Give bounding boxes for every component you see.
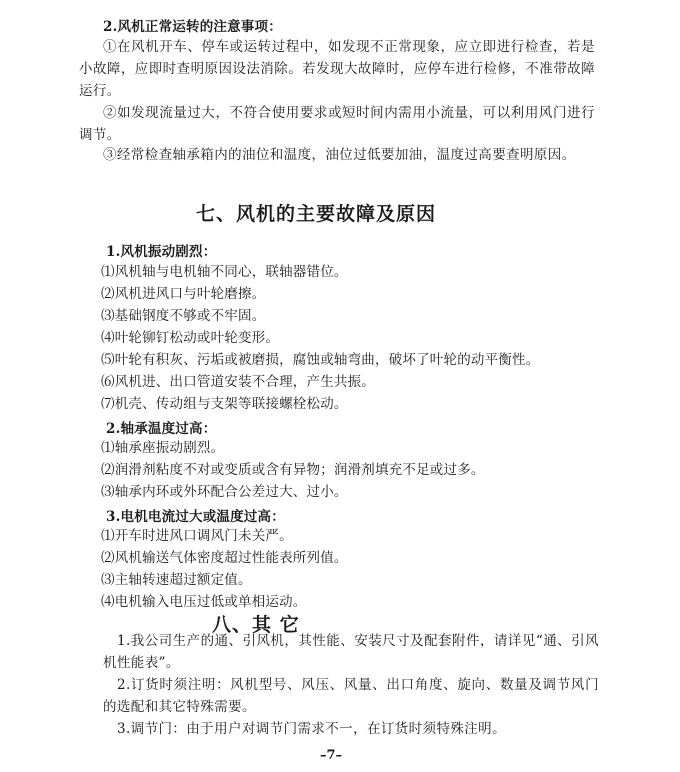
fault-item: ⑷叶轮铆钉松动或叶轮变形。 bbox=[101, 330, 280, 346]
fault-item: ⑹风机进、出口管道安装不合理，产生共振。 bbox=[101, 374, 375, 390]
notes-title: 2.风机正常运转的注意事项： bbox=[103, 19, 282, 35]
fault-item: ⑴轴承座振动剧烈。 bbox=[101, 440, 225, 456]
section-8-heading: 八、其 它 bbox=[212, 614, 300, 636]
fault-group-1-title: 1.风机振动剧烈： bbox=[106, 244, 217, 260]
fault-item: ⑴开车时进风口调风门未关严。 bbox=[101, 528, 293, 544]
other-paragraph-3: 3.调节门：由于用户对调节门需求不一，在订货时须特殊注明。 bbox=[117, 721, 506, 737]
fault-item: ⑶轴承内环或外环配合公差过大、过小。 bbox=[101, 484, 348, 500]
section-7-heading: 七、风机的主要故障及原因 bbox=[196, 203, 437, 225]
fault-item: ⑶基础钢度不够或不牢固。 bbox=[101, 308, 266, 324]
fault-group-3-title: 3.电机电流过大或温度过高： bbox=[106, 509, 285, 525]
notes-paragraph-1: ①在风机开车、停车或运转过程中，如发现不正常现象，应立即进行检查，若是小故障，应即时查明原因设法消除。若发现大故障时，应停车进行检修，不准带故障运行。 bbox=[79, 39, 595, 99]
fault-item: ⑷电机输入电压过低或单相运动。 bbox=[101, 594, 307, 610]
fault-item: ⑶主轴转速超过额定值。 bbox=[101, 572, 252, 588]
other-paragraph-1: 1.我公司生产的通、引风机，其性能、安装尺寸及配套附件，请详见“通、引风机性能表”。 bbox=[103, 633, 599, 671]
fault-item: ⑵风机进风口与叶轮磨擦。 bbox=[101, 286, 266, 302]
other-paragraph-2: 2.订货时须注明：风机型号、风压、风量、出口角度、旋向、数量及调节风门的选配和其它特殊需要。 bbox=[103, 677, 599, 715]
fault-item: ⑸叶轮有积灰、污垢或被磨损，腐蚀或轴弯曲，破坏了叶轮的动平衡性。 bbox=[101, 352, 540, 368]
fault-group-2-title: 2.轴承温度过高： bbox=[106, 421, 217, 437]
fault-item: ⑵风机输送气体密度超过性能表所列值。 bbox=[101, 550, 348, 566]
fault-item: ⑺机壳、传动组与支架等联接螺栓松动。 bbox=[101, 396, 348, 412]
fault-item: ⑵润滑剂粘度不对或变质或含有异物；润滑剂填充不足或过多。 bbox=[101, 462, 485, 478]
page-number: –7– bbox=[320, 748, 343, 763]
fault-item: ⑴风机轴与电机轴不同心，联轴器错位。 bbox=[101, 264, 348, 280]
notes-paragraph-3: ③经常检查轴承箱内的油位和温度，油位过低要加油，温度过高要查明原因。 bbox=[103, 147, 576, 163]
notes-paragraph-2: ②如发现流量过大，不符合使用要求或短时间内需用小流量，可以利用风门进行调节。 bbox=[79, 105, 595, 143]
